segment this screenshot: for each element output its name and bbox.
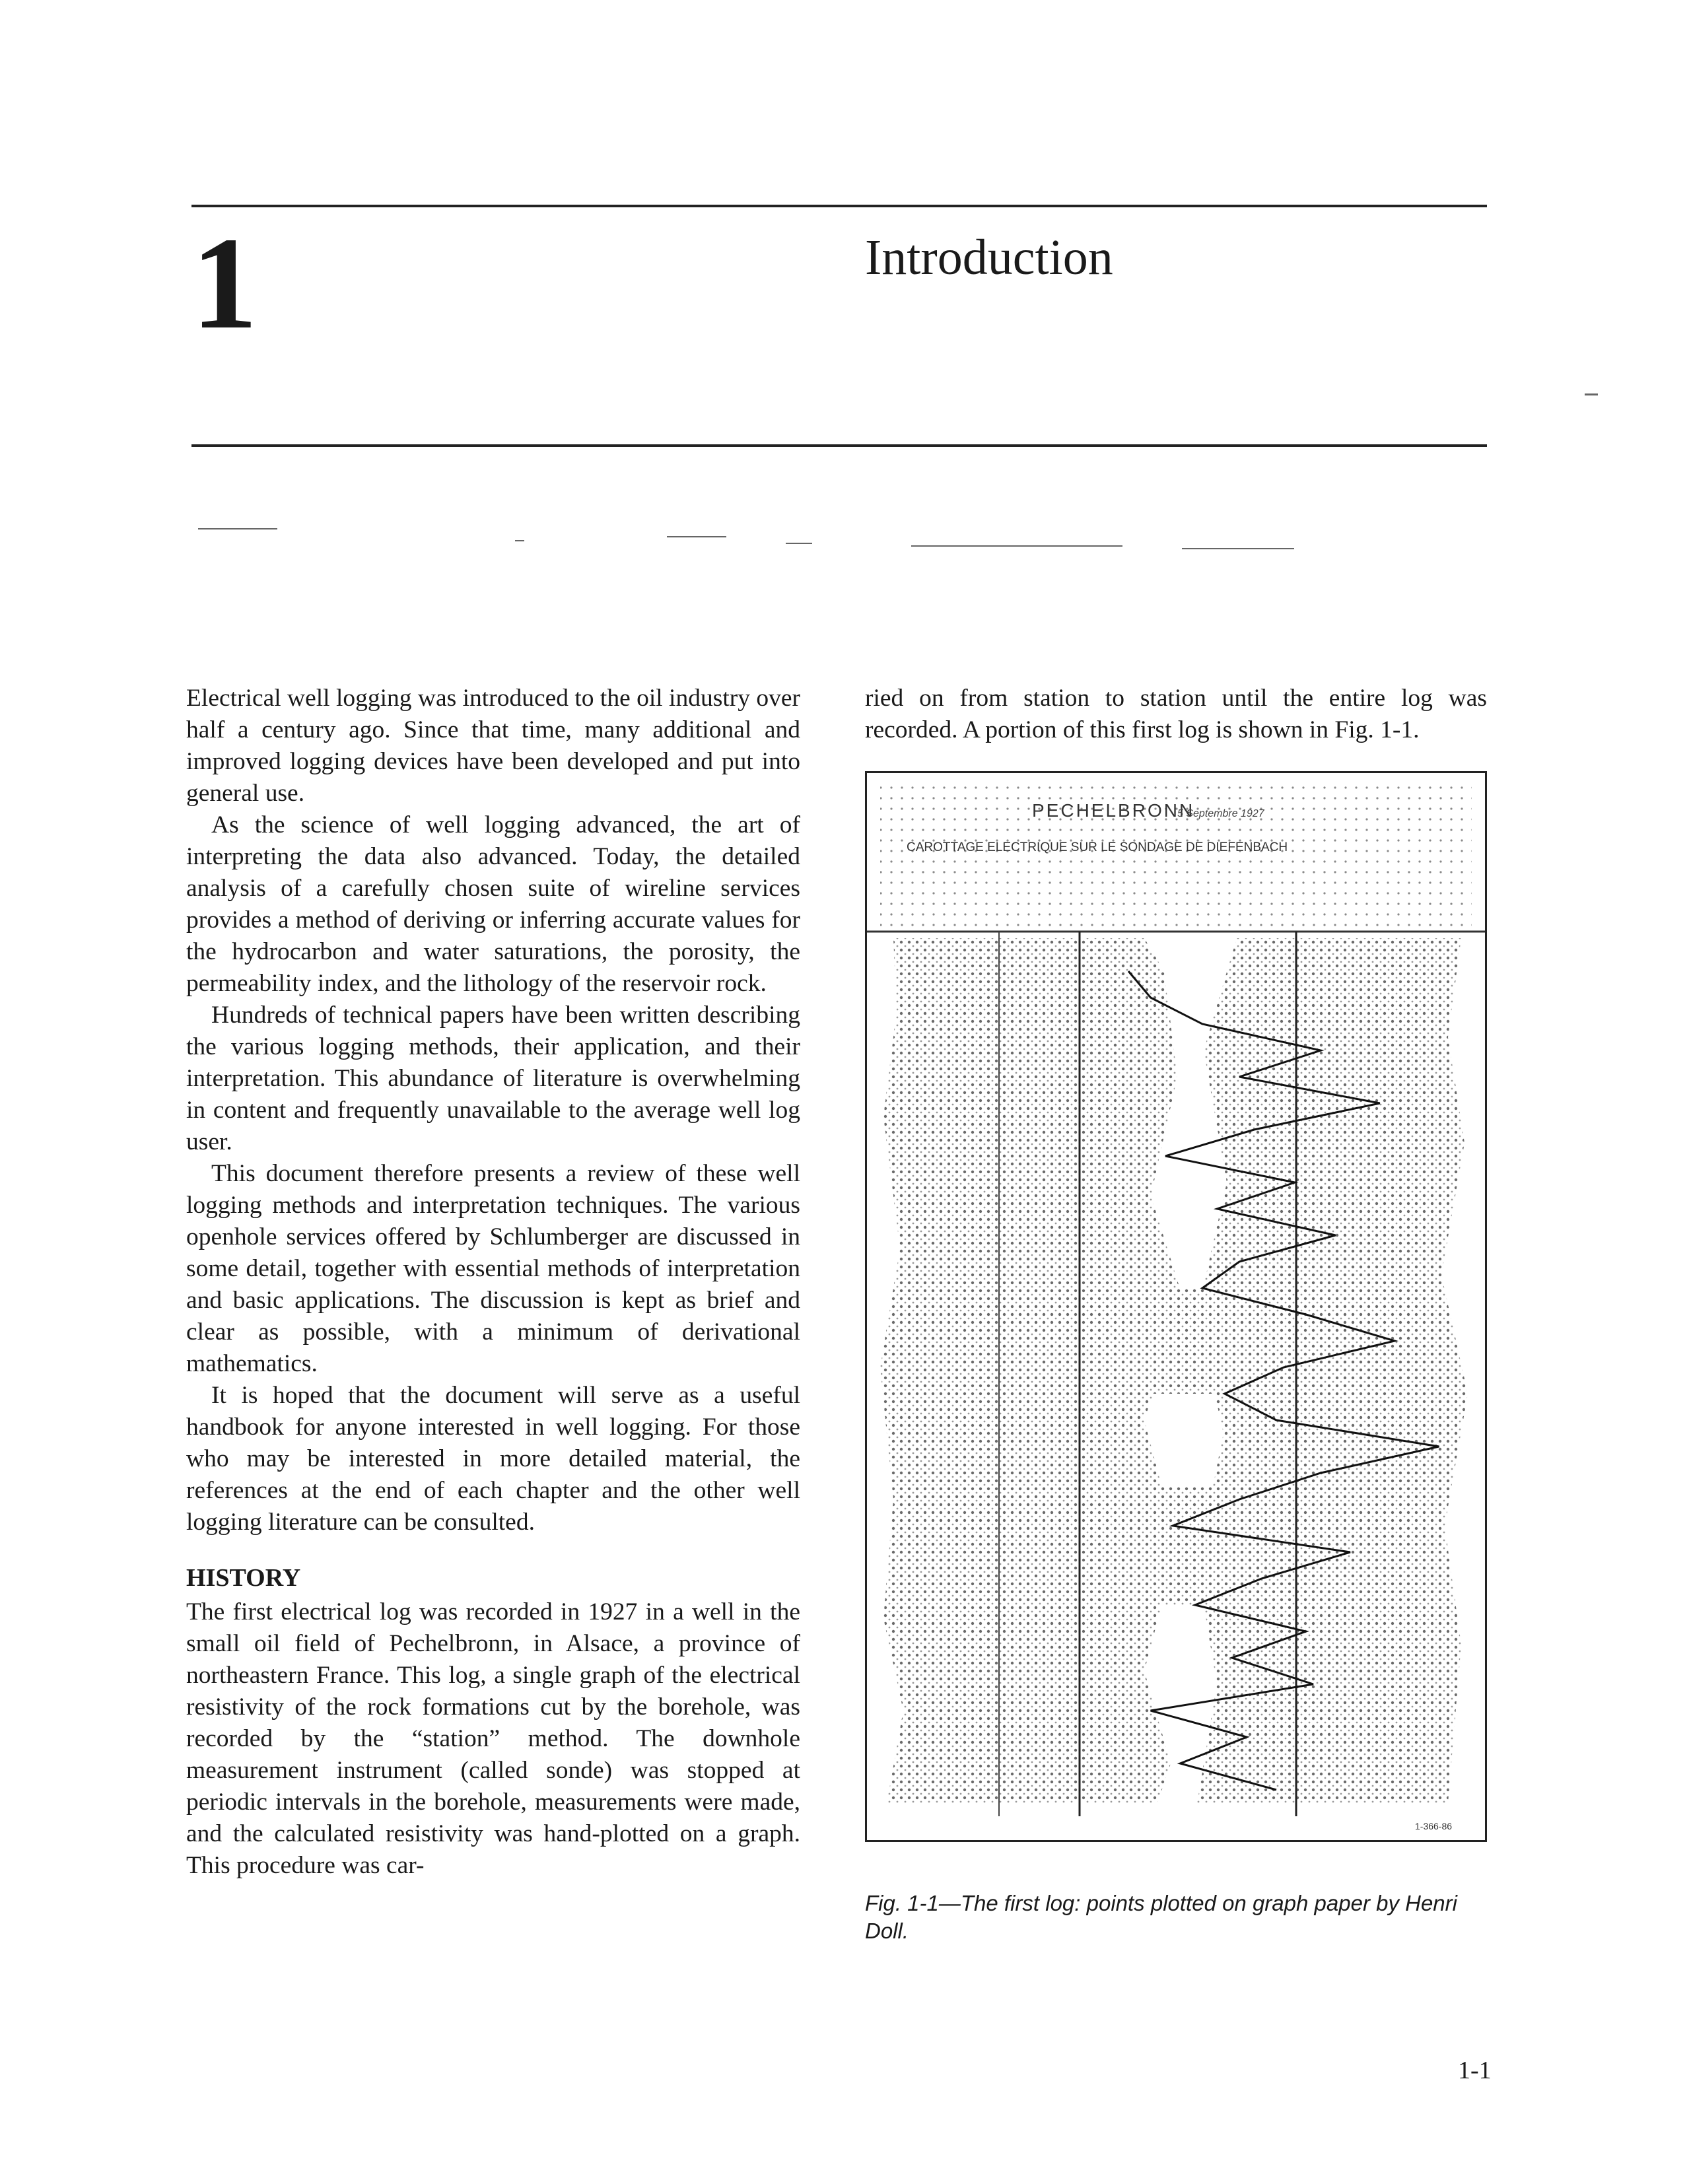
scan-speck [786, 543, 812, 544]
intro-paragraph: It is hoped that the document will serve as a useful handbook for anyone interested in well logging. For those who may be interested in more detailed material, the references at the end of each chapter and the other well logging literature can be consulted. [186, 1382, 800, 1536]
intro-paragraph: Electrical well logging was introduced to the oil industry over half a century ago. Since that time, many additional and improved logging devices have been developed and put into general use. [186, 685, 800, 807]
scan-speck [198, 528, 277, 529]
left-column [186, 683, 800, 1882]
intro-paragraph: As the science of well logging advanced, the art of interpreting the data also advanced. Today, the detailed analysis of a carefully chosen suite of wireline services provides a method of deriving or inferring accurate values for the hydrocarbon and water saturations, the porosity, the permeability index, and the lithology of the reservoir rock. [186, 811, 800, 997]
figure-code: 1-366-86 [1415, 1821, 1453, 1831]
first-log-figure [867, 773, 1485, 1840]
intro-paragraph: Hundreds of technical papers have been written describing the various logging methods, their application, and their interpretation. This abundance of literature is overwhelming in content and frequently unavailable to the average well log user. [186, 1002, 800, 1155]
figure-header-subtitle: CAROTTAGE ELECTRIQUE SUR LE SONDAGE DE DIEFENBACH [907, 840, 1288, 854]
figure-caption: Fig. 1-1—The first log: points plotted on graph paper by Henri Doll. [865, 1891, 1457, 1943]
bottom-rule [191, 444, 1487, 447]
scan-speck [1182, 548, 1294, 549]
continued-paragraph: ried on from station to station until the entire log was recorded. A portion of this first log is shown in Fig. 1-1. [865, 685, 1487, 743]
figure-header-date: 5 Septembre 1927 [1177, 808, 1264, 819]
scan-speck [911, 545, 1122, 547]
scan-speck [515, 540, 524, 541]
chapter-number: 1 [191, 211, 258, 357]
history-paragraph: The first electrical log was recorded in 1927 in a well in the small oil field of Pechelbronn, in Alsace, a province of northeastern France. This log, a single graph of the electrical resistivity of the rock formations cut by the borehole, was recorded by the “station” method. The downhole measurement instrument (called sonde) was stopped at periodic intervals in the borehole, measurements were made, and the calculated resistivity was hand-plotted on a graph. This procedure was car- [186, 1598, 800, 1879]
scan-speck [667, 536, 726, 537]
scan-speck [1585, 393, 1598, 395]
right-column [865, 683, 1487, 746]
history-heading: HISTORY [186, 1564, 301, 1592]
page-number: 1-1 [1458, 2057, 1492, 2084]
figure-frame [865, 771, 1487, 1842]
top-rule [191, 205, 1487, 207]
chapter-title: Introduction [865, 230, 1113, 285]
intro-paragraph: This document therefore presents a review of these well logging methods and interpretation techniques. The various openhole services offered by Schlumberger are discussed in some detail, together with essential methods of interpretation and basic applications. The discussion is kept as brief and clear as possible, with a minimum of derivational mathematics. [186, 1160, 800, 1377]
figure-header-title: PECHELBRONN [1032, 800, 1195, 821]
graph-paper-header [880, 786, 1472, 933]
graph-paper-body [880, 938, 1468, 1803]
